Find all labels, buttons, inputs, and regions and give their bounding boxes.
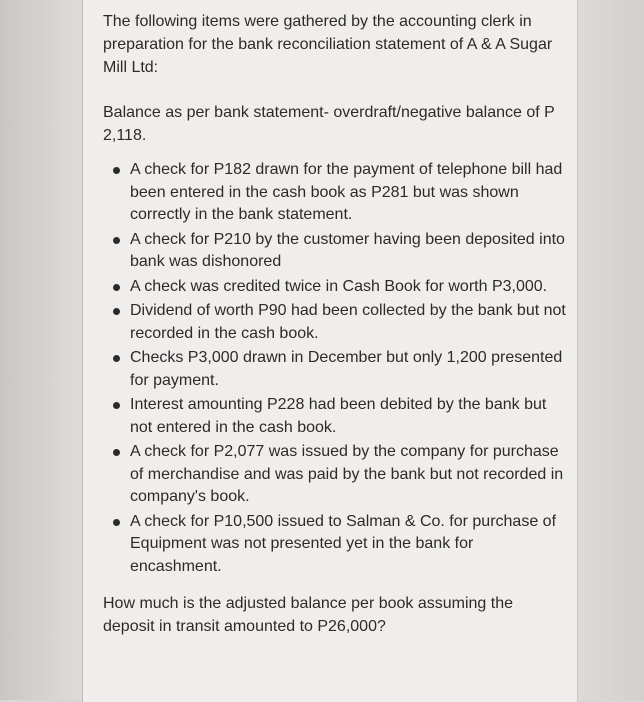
list-item-text: A check for P10,500 issued to Salman & Co. for purchase of Equipment was not presented yet in the bank for encashment. (130, 512, 557, 575)
intro-paragraph: The following items were gathered by the accounting clerk in preparation for the bank reconciliation statement of A & A Sugar Mill Ltd: (103, 13, 553, 76)
balance-paragraph: Balance as per bank statement- overdraft/negative balance of P 2,118. (103, 104, 555, 144)
bullet-icon (113, 167, 120, 174)
list-item (103, 394, 568, 439)
list-item (103, 229, 568, 274)
bullet-icon (113, 284, 120, 291)
list-item (103, 441, 568, 509)
list-item-text: A check for P210 by the customer having been deposited into bank was dishonored (130, 230, 565, 270)
bullet-icon (113, 237, 120, 244)
bullet-icon (113, 308, 120, 315)
question-paragraph: How much is the adjusted balance per book assuming the deposit in transit amounted to P26,000? (103, 595, 514, 635)
bullet-icon (113, 519, 120, 526)
document-content (103, 10, 568, 638)
list-item-text: A check was credited twice in Cash Book for worth P3,000. (130, 277, 548, 295)
list-item-text: Checks P3,000 drawn in December but only 1,200 presented for payment. (130, 349, 563, 389)
background-right (574, 0, 644, 700)
list-item-text: Interest amounting P228 had been debited by the bank but not entered in the cash book. (130, 396, 547, 436)
background-left (0, 0, 82, 700)
bullet-icon (113, 449, 120, 456)
list-item (103, 159, 568, 227)
list-item (103, 276, 568, 299)
list-item-text: A check for P2,077 was issued by the company for purchase of merchandise and was paid by the bank but not recorded in company's book. (130, 443, 564, 505)
list-item-text: A check for P182 drawn for the payment of telephone bill had been entered in the cash book as P281 but was shown correctly in the bank statement. (130, 161, 563, 223)
bullet-icon (113, 355, 120, 362)
list-item-text: Dividend of worth P90 had been collected by the bank but not recorded in the cash book. (130, 302, 566, 342)
list-item (103, 347, 568, 392)
reconciliation-items-list (103, 159, 568, 578)
bullet-icon (113, 402, 120, 409)
document-page (82, 0, 578, 702)
list-item (103, 300, 568, 345)
list-item (103, 511, 568, 579)
